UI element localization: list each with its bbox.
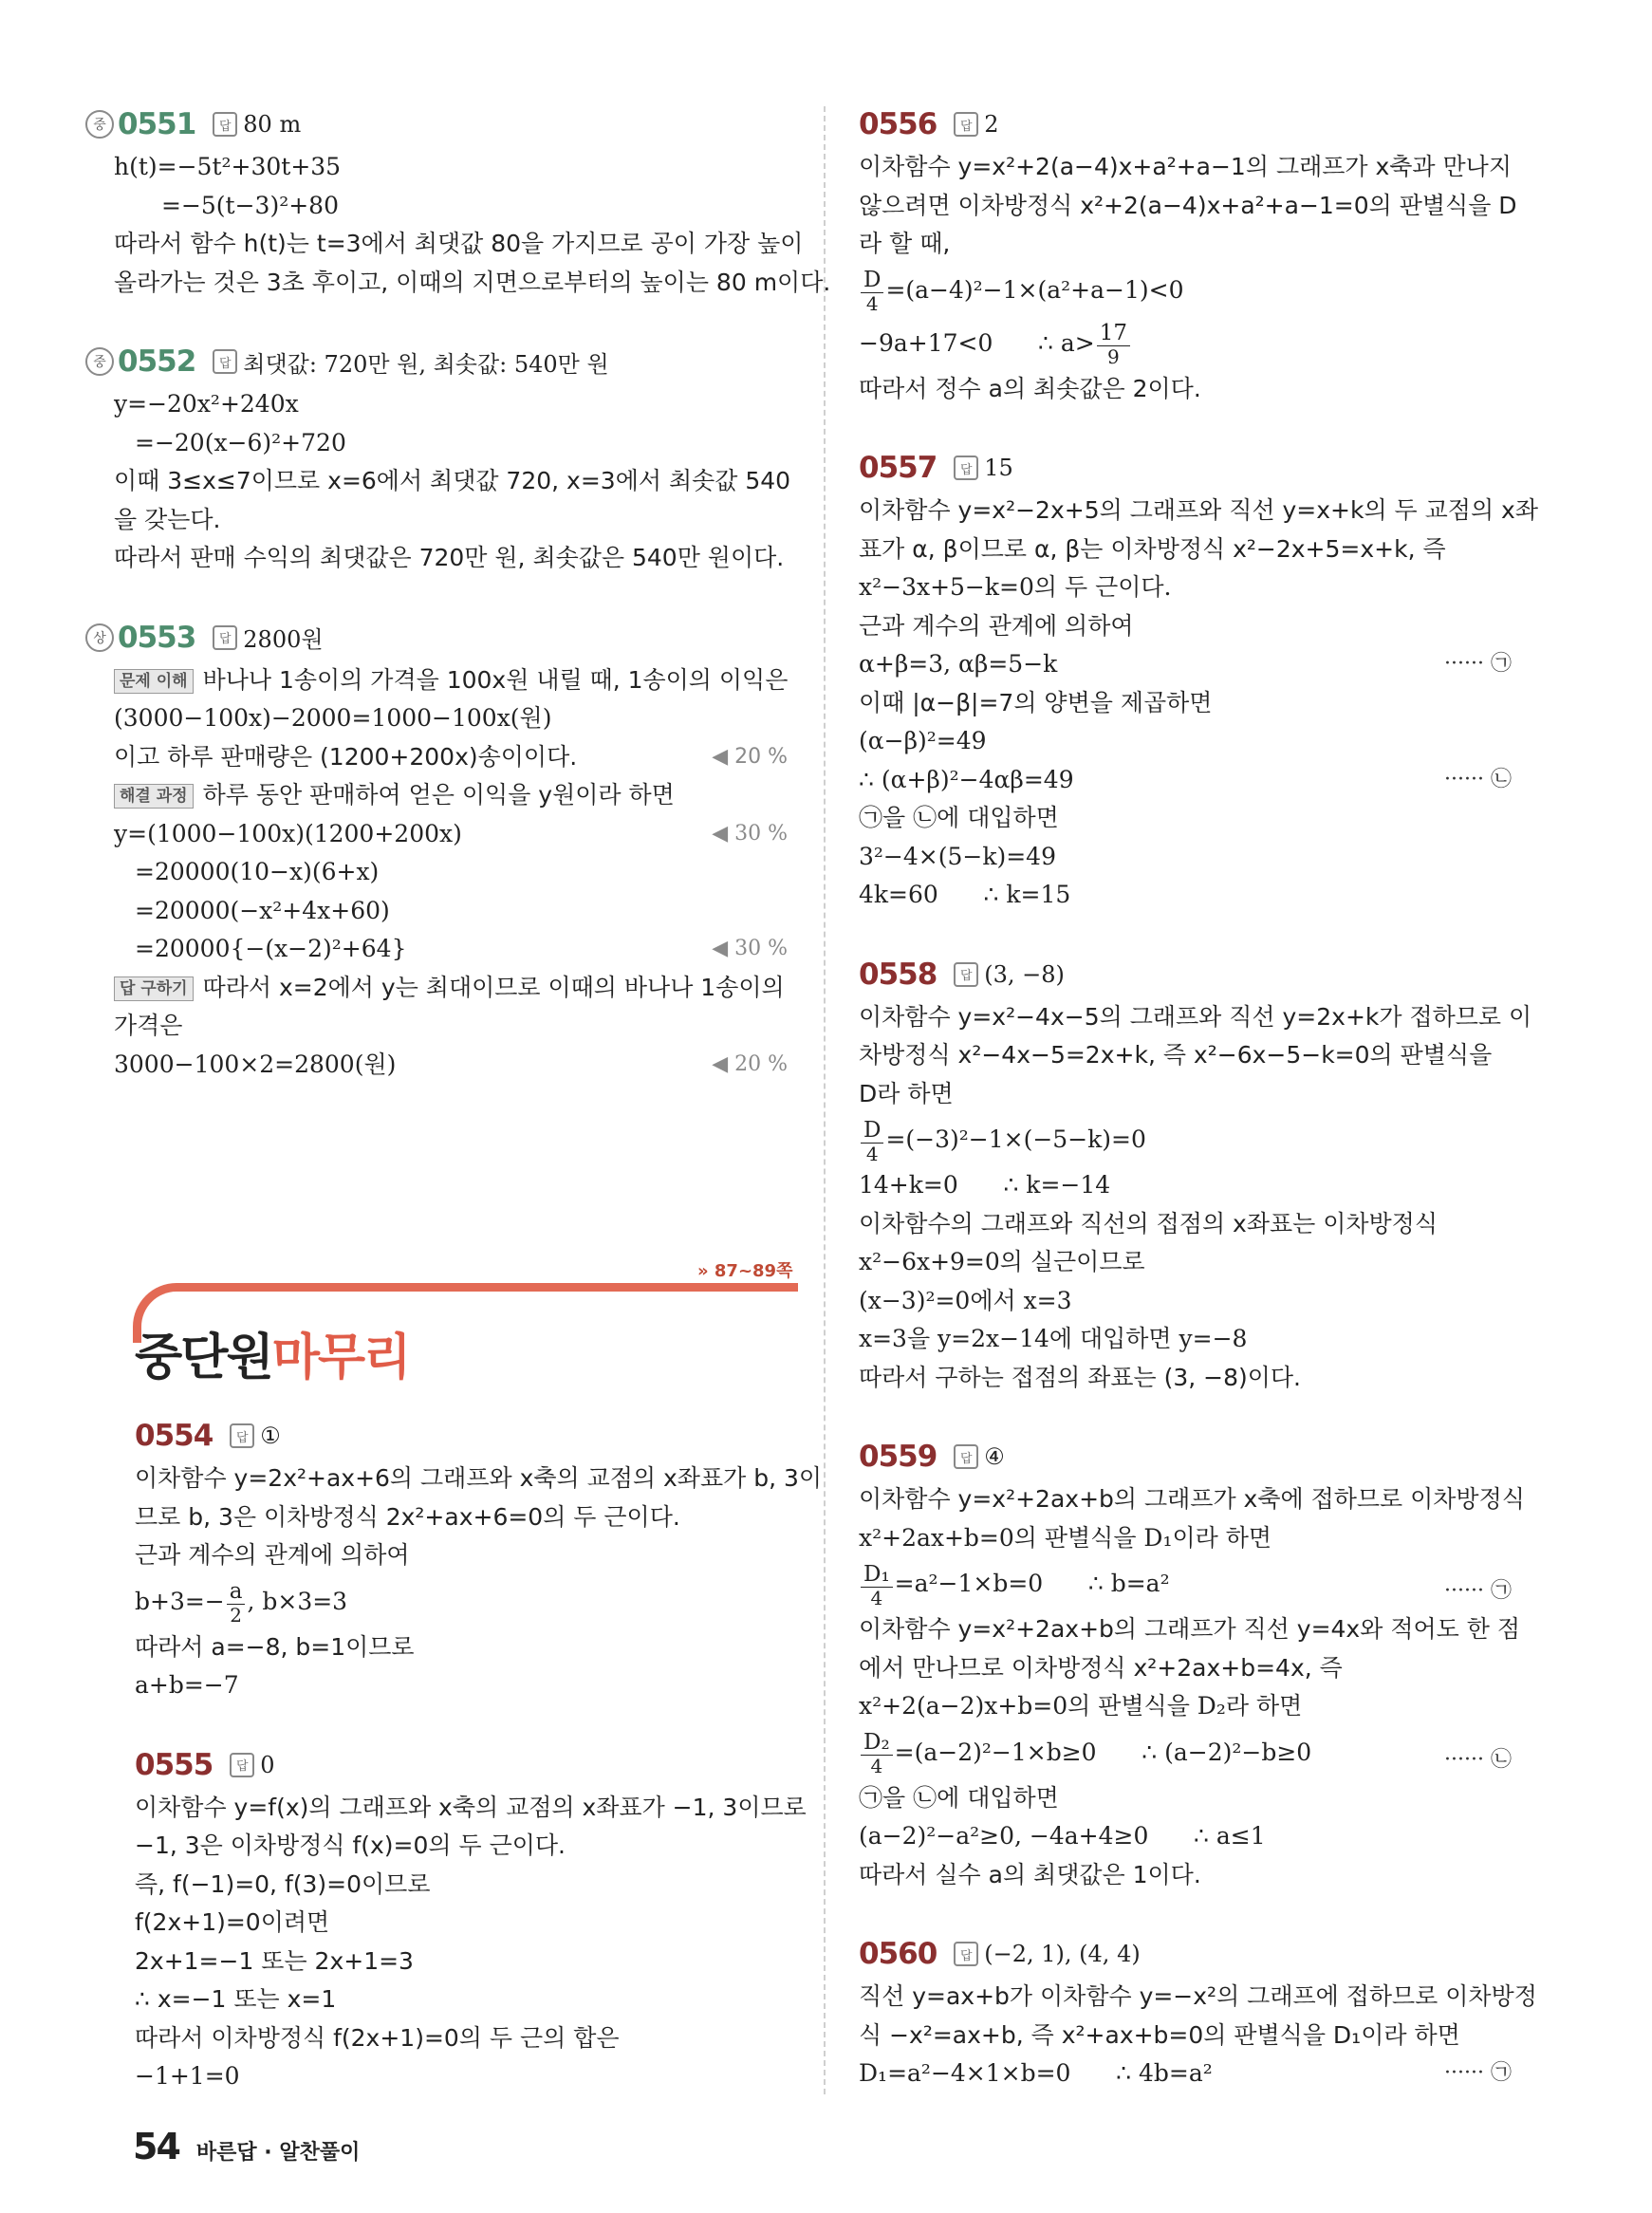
solution-line: x²+2(a−2)x+b=0의 판별식을 D₂라 하면	[859, 1692, 1303, 1720]
solution-text: =(−3)²−1×(−5−k)=0	[885, 1125, 1146, 1153]
solution-line	[859, 2055, 1513, 2093]
solution-line: 에서 만나므로 이차방정식 x²+2ax+b=4x, 즉	[859, 1653, 1343, 1682]
solution-line: ∴ x=−1 또는 x=1	[135, 1985, 337, 2013]
equation-marker: ······ ㉠	[1444, 652, 1512, 676]
page-reference: » 87~89쪽	[697, 1261, 793, 1281]
score-percent: ◀ 30 %	[712, 937, 788, 960]
solution-line: x²+2ax+b=0의 판별식을 D₁이라 하면	[859, 1523, 1272, 1552]
problem-header	[859, 1439, 1513, 1475]
solution-line: 근과 계수의 관계에 의하여	[859, 611, 1134, 640]
problem-0555	[135, 1747, 807, 2096]
answer-value: 80 m	[243, 111, 302, 138]
book-title: 바른답 · 알찬풀이	[195, 2141, 361, 2165]
solution-line: (x−3)²=0에서 x=3	[859, 1286, 1072, 1314]
solution-line: (α−β)²=49	[859, 727, 987, 754]
equation-marker: ······ ㉡	[1444, 767, 1512, 791]
problem-number: 0552	[118, 344, 196, 379]
fraction-numerator: D	[861, 270, 883, 293]
solution-text: =a²−1×b=0 ∴ b=a²	[894, 1570, 1170, 1597]
section-title-accent: 마무리	[271, 1330, 410, 1386]
solution-line: 따라서 판매 수익의 최댓값은 720만 원, 최솟값은 540만 원이다.	[114, 544, 785, 571]
answer-value: (3, −8)	[984, 960, 1065, 988]
problem-number: 0553	[118, 620, 196, 655]
solution-line	[114, 776, 789, 815]
equation-marker: ······ ㉠	[1444, 1579, 1512, 1603]
solution-line: 즉, f(−1)=0, f(3)=0이므로	[135, 1869, 431, 1898]
solution-line: 이차함수 y=f(x)의 그래프와 x축의 교점의 x좌표가 −1, 3이므로	[135, 1793, 807, 1821]
fraction-numerator: D₂	[861, 1732, 893, 1756]
problem-number: 0556	[859, 107, 937, 141]
section-title	[135, 1317, 409, 1388]
fraction-numerator: D₁	[861, 1564, 893, 1588]
solution-text: 바나나 1송이의 가격을 100x원 내릴 때, 1송이의 이익은	[202, 665, 789, 694]
fraction	[227, 1581, 246, 1625]
solution-line	[114, 930, 789, 969]
problem-header	[135, 1747, 789, 1783]
answer-value: 최댓값: 720만 원, 최솟값: 540만 원	[243, 350, 609, 378]
solution-line	[859, 645, 1513, 684]
solution-line: =−5(t−3)²+80	[161, 191, 339, 219]
solution-text: D₁=a²−4×1×b=0 ∴ 4b=a²	[859, 2059, 1213, 2087]
solution-line: 4k=60 ∴ k=15	[859, 881, 1071, 908]
solution-line: 이차함수 y=x²+2ax+b의 그래프가 직선 y=4x와 적어도 한 점	[859, 1615, 1520, 1643]
problem-number: 0558	[859, 957, 937, 992]
solution-line: 라 할 때,	[859, 230, 951, 257]
solution-text: −9a+17<0 ∴ a>	[859, 328, 1095, 357]
problem-header	[93, 106, 789, 142]
problem-0559	[859, 1439, 1525, 1894]
solution-line	[859, 1113, 1513, 1166]
fraction-numerator: D	[861, 1120, 883, 1144]
equation-marker: ······ ㉡	[1444, 1747, 1512, 1772]
solution-line: 따라서 구하는 접점의 좌표는 (3, −8)이다.	[859, 1363, 1301, 1391]
solution-line	[114, 738, 789, 777]
solution-line	[859, 1557, 1513, 1610]
solution-line: =20000(10−x)(6+x)	[135, 858, 380, 885]
fraction	[1097, 323, 1130, 366]
solution-line: ㉠을 ㉡에 대입하면	[859, 804, 1059, 831]
fraction	[861, 1117, 883, 1165]
solution-line: x=3을 y=2x−14에 대입하면 y=−8	[859, 1325, 1248, 1352]
answer-icon: 답	[213, 112, 237, 137]
problem-header	[859, 957, 1513, 993]
equation-marker: ······ ㉠	[1444, 2061, 1512, 2085]
solution-line: −1, 3은 이차방정식 f(x)=0의 두 근이다.	[135, 1832, 566, 1859]
solution-line	[114, 661, 789, 700]
solution-line: y=−20x²+240x	[114, 390, 299, 418]
solution-text: y=(1000−100x)(1200+200x)	[114, 819, 462, 847]
problem-header	[859, 1936, 1513, 1972]
solution-text: 하루 동안 판매하여 얻은 이익을 y원이라 하면	[202, 781, 675, 809]
fraction-denominator: 4	[865, 292, 879, 315]
problem-0558	[859, 957, 1532, 1398]
answer-value: 0	[260, 1751, 275, 1778]
solution-line	[114, 815, 789, 854]
solution-line: h(t)=−5t²+30t+35	[114, 153, 342, 180]
solution-line	[859, 1726, 1513, 1779]
answer-value: 2800원	[243, 626, 324, 653]
solution-line: x²−6x+9=0의 실근이므로	[859, 1248, 1145, 1275]
fraction-numerator: 17	[1097, 323, 1130, 346]
problem-number: 0555	[135, 1747, 213, 1782]
answer-icon: 답	[954, 112, 978, 137]
problem-header	[135, 1418, 789, 1454]
solution-text: =20000{−(x−2)²+64}	[135, 935, 407, 962]
step-tag: 문제 이해	[114, 669, 194, 694]
score-percent: ◀ 20 %	[712, 744, 788, 769]
score-percent: ◀ 30 %	[712, 821, 788, 846]
answer-icon: 답	[213, 349, 237, 374]
solution-line	[114, 969, 789, 1008]
problem-0554	[135, 1418, 823, 1705]
solution-line: 올라가는 것은 3초 후이고, 이때의 지면으로부터의 높이는 80 m이다.	[114, 268, 831, 296]
solution-line: (a−2)²−a²≥0, −4a+4≥0 ∴ a≤1	[859, 1822, 1266, 1850]
solution-line	[859, 317, 1513, 370]
problem-0560	[859, 1936, 1537, 2093]
answer-icon: 답	[230, 1423, 254, 1448]
left-column-lower	[135, 1418, 823, 2138]
solution-line: 이차함수 y=2x²+ax+6의 그래프와 x축의 교점의 x좌표가 b, 3이	[135, 1464, 823, 1492]
solution-text: ∴ (α+β)²−4αβ=49	[859, 765, 1074, 793]
solution-text: α+β=3, αβ=5−k	[859, 650, 1058, 678]
solution-line: 따라서 함수 h(t)는 t=3에서 최댓값 80을 가지므로 공이 가장 높이	[114, 230, 804, 257]
solution-line: 식 −x²=ax+b, 즉 x²+ax+b=0의 판별식을 D₁이라 하면	[859, 2020, 1460, 2049]
page-number: 54	[133, 2126, 179, 2167]
column-divider	[824, 106, 826, 2094]
solution-text: =(a−4)²−1×(a²+a−1)<0	[885, 275, 1184, 304]
step-tag: 해결 과정	[114, 784, 194, 809]
fraction	[861, 1561, 893, 1609]
fraction	[861, 1732, 893, 1776]
right-column	[859, 106, 1538, 2135]
problem-number: 0554	[135, 1419, 213, 1453]
left-column	[93, 106, 831, 1125]
fraction-denominator: 4	[870, 1755, 883, 1777]
problem-number: 0559	[859, 1440, 937, 1474]
page-footer	[133, 2126, 360, 2167]
solution-line: 이차함수의 그래프와 직선의 접점의 x좌표는 이차방정식	[859, 1209, 1438, 1237]
solution-line: 이때 3≤x≤7이므로 x=6에서 최댓값 720, x=3에서 최솟값 540	[114, 467, 791, 494]
solution-line: 근과 계수의 관계에 의하여	[135, 1541, 410, 1569]
solution-text: b+3=−	[135, 1587, 225, 1615]
problem-number: 0560	[859, 1937, 937, 1971]
solution-text: , b×3=3	[247, 1587, 348, 1615]
solution-line: 이차함수 y=x²−4x−5의 그래프와 직선 y=2x+k가 접하므로 이	[859, 1002, 1532, 1031]
answer-icon: 답	[230, 1753, 254, 1777]
problem-0553	[93, 620, 789, 1085]
solution-line: 이차함수 y=x²+2ax+b의 그래프가 x축에 접하므로 이차방정식	[859, 1485, 1525, 1513]
solution-line: 표가 α, β이므로 α, β는 이차방정식 x²−2x+5=x+k, 즉	[859, 534, 1446, 563]
solution-line: 이차함수 y=x²+2(a−4)x+a²+a−1의 그래프가 x축과 만나지	[859, 153, 1512, 180]
solution-line: ㉠을 ㉡에 대입하면	[859, 1783, 1059, 1812]
fraction	[861, 270, 883, 313]
solution-text: 3000−100×2=2800(원)	[114, 1050, 397, 1078]
fraction-numerator: a	[227, 1581, 246, 1605]
solution-line: 차방정식 x²−4x−5=2x+k, 즉 x²−6x−5−k=0의 판별식을	[859, 1041, 1493, 1069]
score-percent: ◀ 20 %	[712, 1051, 788, 1076]
solution-line: 직선 y=ax+b가 이차함수 y=−x²의 그래프에 접하므로 이차방정	[859, 1982, 1537, 2010]
solution-line: 2x+1=−1 또는 2x+1=3	[135, 1946, 414, 1975]
problem-0557	[859, 450, 1538, 915]
solution-line: x²−3x+5−k=0의 두 근이다.	[859, 573, 1172, 601]
answer-value: 15	[984, 455, 1013, 481]
solution-line: 므로 b, 3은 이차방정식 2x²+ax+6=0의 두 근이다.	[135, 1502, 680, 1531]
answer-value: ①	[260, 1423, 281, 1449]
difficulty-badge: 중	[85, 110, 114, 139]
problem-0552	[93, 344, 791, 578]
fraction-denominator: 4	[870, 1586, 883, 1609]
solution-line: 14+k=0 ∴ k=−14	[859, 1171, 1111, 1199]
answer-icon: 답	[954, 1942, 978, 1966]
problem-header	[859, 106, 1513, 142]
solution-line: 가격은	[114, 1012, 183, 1039]
problem-number: 0557	[859, 451, 937, 485]
answer-icon: 답	[954, 962, 978, 987]
solution-text: 따라서 x=2에서 y는 최대이므로 이때의 바나나 1송이의	[202, 973, 785, 1001]
difficulty-badge: 상	[85, 623, 114, 652]
solution-text: =(a−2)²−1×b≥0 ∴ (a−2)²−b≥0	[894, 1738, 1312, 1766]
solution-line: 않으려면 이차방정식 x²+2(a−4)x+a²+a−1=0의 판별식을 D	[859, 191, 1517, 219]
solution-line	[114, 1046, 789, 1085]
solution-line: 을 갖는다.	[114, 505, 221, 533]
solution-line	[859, 761, 1513, 800]
solution-line: 따라서 실수 a의 최댓값은 1이다.	[859, 1860, 1201, 1888]
solution-line: 3²−4×(5−k)=49	[859, 842, 1056, 870]
solution-line: =20000(−x²+4x+60)	[135, 896, 390, 924]
difficulty-badge: 중	[85, 347, 114, 376]
solution-line: D라 하면	[859, 1079, 954, 1107]
problem-header	[93, 620, 789, 656]
fraction-denominator: 4	[865, 1142, 879, 1165]
problem-0556	[859, 106, 1517, 408]
solution-line	[135, 1575, 789, 1628]
problem-header	[93, 344, 789, 380]
solution-line: 따라서 a=−8, b=1이므로	[135, 1632, 415, 1661]
solution-line: 이차함수 y=x²−2x+5의 그래프와 직선 y=x+k의 두 교점의 x좌	[859, 496, 1538, 524]
answer-icon: 답	[213, 625, 237, 650]
section-title-part: 중단원	[135, 1330, 272, 1386]
problem-0551	[93, 106, 831, 302]
problem-header	[859, 450, 1513, 486]
answer-value: 2	[984, 111, 999, 138]
solution-text: 이고 하루 판매량은 (1200+200x)송이이다.	[114, 742, 578, 771]
answer-value: ④	[984, 1443, 1005, 1470]
solution-line: 따라서 정수 a의 최솟값은 2이다.	[859, 374, 1201, 402]
problem-number: 0551	[118, 107, 196, 141]
solution-line: −1+1=0	[135, 2062, 240, 2090]
answer-icon: 답	[954, 1444, 978, 1469]
solution-line: 이때 |α−β|=7의 양변을 제곱하면	[859, 688, 1213, 716]
solution-line	[859, 264, 1513, 317]
solution-line: f(2x+1)=0이려면	[135, 1908, 330, 1936]
solution-line: a+b=−7	[135, 1671, 239, 1699]
answer-value: (−2, 1), (4, 4)	[984, 1941, 1141, 1967]
fraction-denominator: 2	[230, 1604, 242, 1627]
answer-icon: 답	[954, 456, 978, 480]
step-tag: 답 구하기	[114, 976, 194, 1001]
solution-line: (3000−100x)−2000=1000−100x(원)	[114, 704, 552, 732]
solution-line: 따라서 이차방정식 f(2x+1)=0의 두 근의 합은	[135, 2023, 620, 2052]
fraction-denominator: 9	[1107, 345, 1120, 368]
solution-line: =−20(x−6)²+720	[135, 428, 346, 456]
